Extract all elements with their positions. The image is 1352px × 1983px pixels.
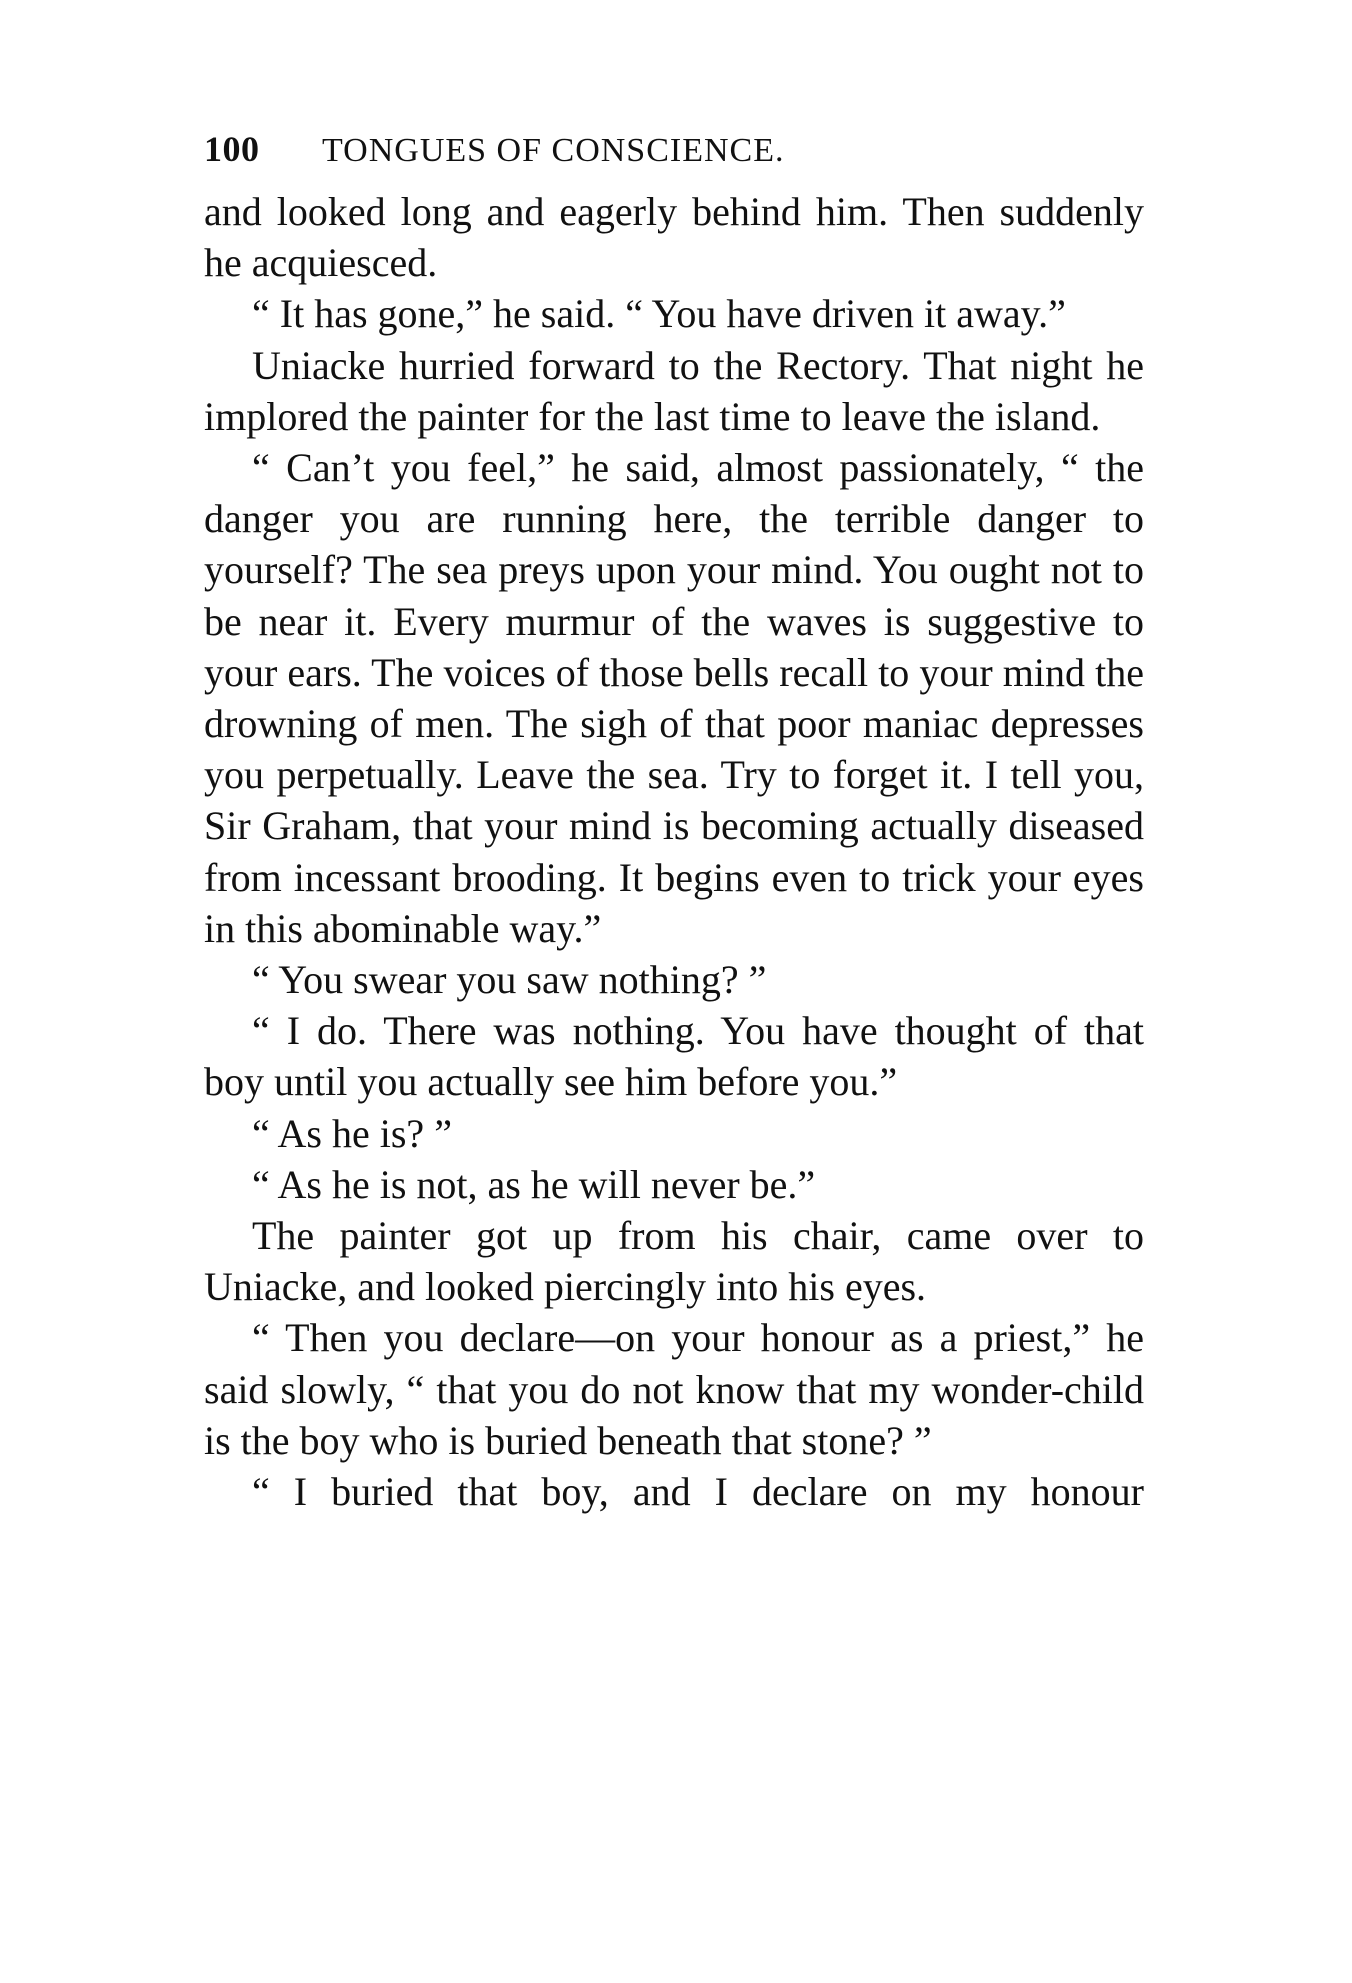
paragraph: “ You swear you saw nothing? ” — [252, 957, 767, 1003]
body-text — [204, 186, 1144, 1517]
paragraph: “ Then you declare—on your honour as a priest,” he said slowly, “ that you do not know that my wonder-child is the boy who is buried beneath that stone? ” — [204, 1315, 1144, 1463]
paragraph: “ As he is not, as he will never be.” — [252, 1161, 816, 1207]
paragraph-last: “ I buried that boy, and I declare on my honour — [252, 1469, 1144, 1515]
paragraph: “ As he is? ” — [252, 1110, 452, 1156]
running-title: TONGUES OF CONSCIENCE. — [322, 132, 785, 169]
page-number: 100 — [204, 129, 260, 169]
page-header — [204, 128, 1144, 180]
book-page — [204, 128, 1144, 1517]
paragraph: “ It has gone,” he said. “ You have driven it away.” — [252, 291, 1066, 337]
paragraph: The painter got up from his chair, came over to Uniacke, and looked piercingly into his eyes. — [204, 1213, 1144, 1310]
paragraph: “ I do. There was nothing. You have thought of that boy until you actually see him before you.” — [204, 1008, 1144, 1105]
paragraph-continued: and looked long and eagerly behind him. Then suddenly he acquiesced. — [204, 189, 1144, 286]
paragraph: “ Can’t you feel,” he said, almost passionately, “ the danger you are running here, the terrible danger to yourself? The sea preys upon your mind. You ought not to be near it. Every murmur of the waves is suggestive to your ears. The voices of those bells recall to your mind the drowning of men. The sigh of that poor maniac depresses you perpetually. Leave the sea. Try to forget it. I tell you, Sir Graham, that your mind is becoming actually diseased from incessant brooding. It begins even to trick your eyes in this abominable way.” — [204, 445, 1144, 951]
paragraph: Uniacke hurried forward to the Rectory. That night he implored the painter for the last time to leave the island. — [204, 342, 1144, 439]
